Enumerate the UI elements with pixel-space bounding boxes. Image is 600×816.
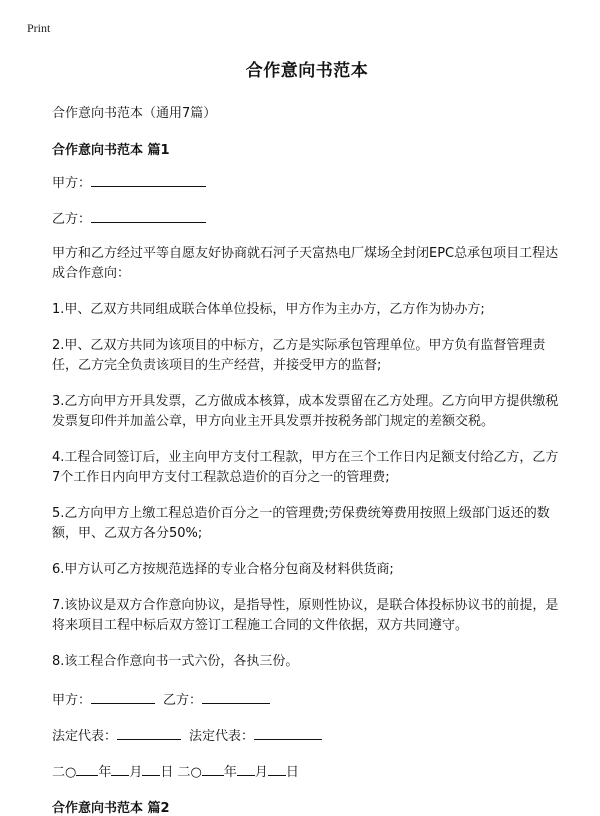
date-b-day-blank	[268, 762, 286, 776]
section-heading-2: 合作意向书范本 篇2	[52, 801, 170, 816]
clause-7: 7.该协议是双方合作意向协议，是指导性，原则性协议，是联合体投标协议书的前提，是将来项目工程中标后双方签订工程施工合同的文件依据，双方共同遵守。	[52, 598, 559, 633]
clause-4: 4.工程合同签订后，业主向甲方支付工程款，甲方在三个工作日内足额支付给乙方，乙方7个工作日内向甲方支付工程款总造价的百分之一的管理费;	[52, 450, 559, 485]
party-b-blank	[91, 209, 206, 223]
rep-a-blank	[117, 726, 181, 740]
sign-party-b-label: 乙方：	[163, 693, 203, 708]
date-a-day-blank	[142, 762, 160, 776]
date-b-month: 月	[254, 765, 268, 780]
page-title: 合作意向书范本	[245, 61, 369, 81]
date-b-month-blank	[237, 762, 255, 776]
document-body	[52, 50, 562, 816]
party-b-label: 乙方：	[52, 212, 92, 227]
date-b-prefix: 二○	[173, 765, 202, 780]
date-a-month-blank	[111, 762, 129, 776]
section-heading-1: 合作意向书范本 篇1	[52, 143, 170, 158]
party-a-label: 甲方：	[52, 176, 92, 191]
representative-line	[52, 726, 562, 745]
signature-line	[52, 690, 562, 709]
date-b-year-blank	[202, 762, 224, 776]
clause-5: 5.乙方向甲方上缴工程总造价百分之一的管理费;劳保费统筹费用按照上级部门返还的数额，甲、乙双方各分50%;	[52, 506, 550, 541]
clause-1: 1.甲、乙双方共同组成联合体单位投标，甲方作为主办方，乙方作为协办方;	[52, 302, 485, 317]
rep-b-label: 法定代表：	[189, 729, 255, 744]
clause-3: 3.乙方向甲方开具发票，乙方做成本核算，成本发票留在乙方处理。乙方向甲方提供缴税发票复印件并加盖公章，甲方向业主开具发票并按税务部门规定的差额交税。	[52, 394, 559, 429]
date-a-year: 年	[98, 765, 112, 780]
date-b-day: 日	[285, 765, 299, 780]
print-link[interactable]: Print	[27, 21, 51, 35]
sign-party-a-label: 甲方：	[52, 693, 92, 708]
clause-6: 6.甲方认可乙方按规范选择的专业合格分包商及材料供货商;	[52, 562, 394, 577]
date-a-month: 月	[129, 765, 143, 780]
rep-a-label: 法定代表：	[52, 729, 118, 744]
intro-paragraph: 甲方和乙方经过平等自愿友好协商就石河子天富热电厂煤场全封闭EPC总承包项目工程达成合作意向：	[52, 246, 559, 281]
sign-party-b-blank	[202, 690, 270, 704]
document-subtitle: 合作意向书范本（通用7篇）	[52, 106, 217, 121]
party-a-line	[52, 173, 562, 192]
date-b-year: 年	[223, 765, 237, 780]
clause-2: 2.甲、乙双方共同为该项目的中标方，乙方是实际承包管理单位。甲方负有监督管理责任，乙方完全负责该项目的生产经营，并接受甲方的监督;	[52, 338, 546, 373]
sign-party-a-blank	[91, 690, 155, 704]
party-b-line	[52, 209, 562, 228]
clause-8: 8.该工程合作意向书一式六份，各执三份。	[52, 654, 299, 669]
date-a-year-blank	[76, 762, 98, 776]
date-a-prefix: 二○	[52, 765, 77, 780]
date-a-day: 日	[160, 765, 174, 780]
date-line	[52, 762, 562, 781]
party-a-blank	[91, 173, 206, 187]
rep-b-blank	[254, 726, 322, 740]
